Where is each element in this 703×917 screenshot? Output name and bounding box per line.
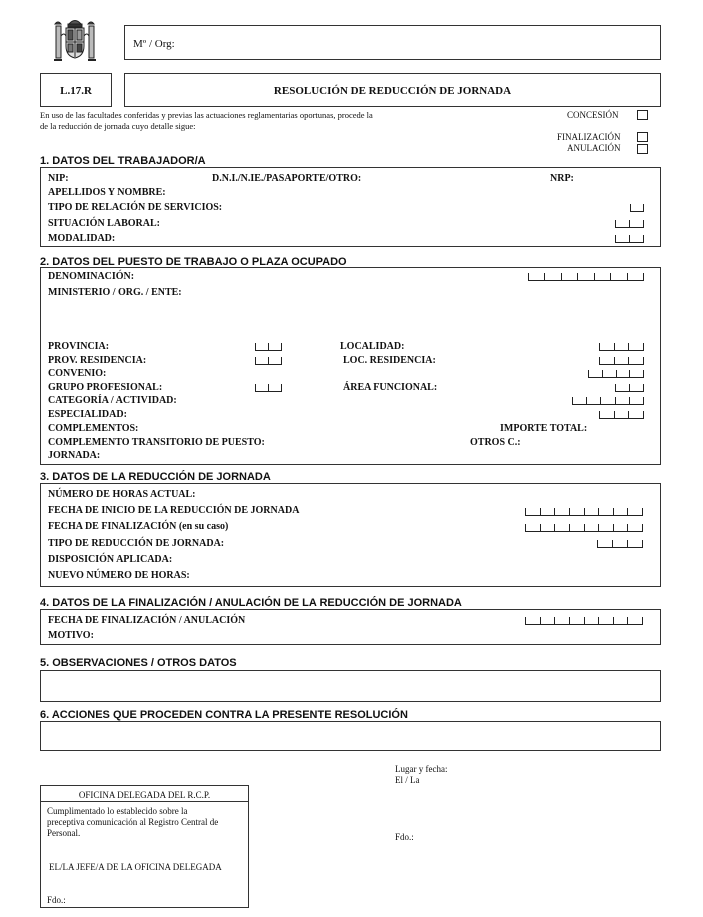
intro-line-2: de la reducción de jornada cuyo detalle sigue: [40, 121, 196, 131]
intro-line-1: En uso de las facultades conferidas y previas las actuaciones reglamentarias oportunas, procede la [40, 110, 373, 120]
form-title: RESOLUCIÓN DE REDUCCIÓN DE JORNADA [273, 85, 512, 97]
area-label: ÁREA FUNCIONAL: [343, 382, 438, 393]
tipo-reduccion-cells[interactable] [597, 540, 643, 548]
prov-residencia-cells[interactable] [255, 357, 282, 365]
el-la-label: El / La [395, 775, 420, 785]
grupo-label: GRUPO PROFESIONAL: [48, 382, 163, 393]
section-4-title: 4. DATOS DE LA FINALIZACIÓN / ANULACIÓN DE LA REDUCCIÓN DE JORNADA [40, 597, 462, 609]
situacion-label: SITUACIÓN LABORAL: [48, 218, 160, 229]
importe-label: IMPORTE TOTAL: [500, 423, 588, 434]
org-box[interactable] [124, 25, 661, 60]
lugar-fecha-label: Lugar y fecha: [395, 764, 448, 774]
convenio-label: CONVENIO: [48, 368, 107, 379]
especialidad-label: ESPECIALIDAD: [48, 409, 127, 420]
situacion-cells[interactable] [615, 220, 644, 228]
loc-residencia-cells[interactable] [599, 357, 644, 365]
denominacion-cells[interactable] [528, 273, 644, 281]
localidad-cells[interactable] [599, 343, 644, 351]
modalidad-cells[interactable] [615, 235, 644, 243]
concesion-label: CONCESIÓN [567, 110, 619, 120]
convenio-cells[interactable] [588, 370, 644, 378]
anulacion-label: ANULACIÓN [567, 143, 621, 153]
form-code: L.17.R [60, 85, 92, 97]
section-5-title: 5. OBSERVACIONES / OTROS DATOS [40, 657, 237, 669]
office-divider [41, 801, 248, 802]
observaciones-box[interactable] [40, 670, 661, 702]
office-jefe: EL/LA JEFE/A DE LA OFICINA DELEGADA [49, 862, 222, 872]
office-fdo: Fdo.: [47, 895, 66, 905]
provincia-cells[interactable] [255, 343, 282, 351]
prov-residencia-label: PROV. RESIDENCIA: [48, 355, 147, 366]
acciones-box[interactable] [40, 721, 661, 751]
finalizacion-label: FINALIZACIÓN [557, 132, 621, 142]
fecha-fin-cells[interactable] [525, 524, 643, 532]
tipo-relacion-label: TIPO DE RELACIÓN DE SERVICIOS: [48, 202, 223, 213]
signature-fdo-label: Fdo.: [395, 832, 414, 842]
complementos-label: COMPLEMENTOS: [48, 423, 139, 434]
horas-actual-label: NÚMERO DE HORAS ACTUAL: [48, 489, 196, 500]
anulacion-checkbox[interactable] [637, 144, 648, 154]
nuevo-horas-label: NUEVO NÚMERO DE HORAS: [48, 570, 190, 581]
section-2-title: 2. DATOS DEL PUESTO DE TRABAJO O PLAZA OCUPADO [40, 256, 347, 268]
apellidos-label: APELLIDOS Y NOMBRE: [48, 187, 166, 198]
categoria-label: CATEGORÍA / ACTIVIDAD: [48, 395, 177, 406]
office-box [40, 785, 249, 908]
provincia-label: PROVINCIA: [48, 341, 110, 352]
tipo-relacion-cells[interactable] [630, 204, 644, 212]
section-1-title: 1. DATOS DEL TRABAJADOR/A [40, 155, 206, 167]
section-6-title: 6. ACCIONES QUE PROCEDEN CONTRA LA PRESENTE RESOLUCIÓN [40, 709, 408, 721]
coat-of-arms-icon [50, 14, 100, 66]
otros-label: OTROS C.: [470, 437, 521, 448]
dni-label: D.N.I./N.IE./PASAPORTE/OTRO: [212, 173, 362, 184]
title-box [124, 73, 661, 107]
modalidad-label: MODALIDAD: [48, 233, 116, 244]
section-3-title: 3. DATOS DE LA REDUCCIÓN DE JORNADA [40, 471, 271, 483]
especialidad-cells[interactable] [599, 411, 644, 419]
office-text-3: Personal. [47, 828, 81, 838]
office-text-2: preceptiva comunicación al Registro Central de [47, 817, 219, 827]
motivo-label: MOTIVO: [48, 630, 94, 641]
fecha-inicio-label: FECHA DE INICIO DE LA REDUCCIÓN DE JORNADA [48, 505, 300, 516]
tipo-reduccion-label: TIPO DE REDUCCIÓN DE JORNADA: [48, 538, 225, 549]
nrp-label: NRP: [550, 173, 574, 184]
loc-residencia-label: LOC. RESIDENCIA: [343, 355, 436, 366]
org-label: Mº / Org: [133, 38, 175, 50]
finalizacion-checkbox[interactable] [637, 132, 648, 142]
categoria-cells[interactable] [572, 397, 644, 405]
disposicion-label: DISPOSICIÓN APLICADA: [48, 554, 173, 565]
fecha-finalizacion-cells[interactable] [525, 617, 643, 625]
area-cells[interactable] [615, 384, 644, 392]
grupo-cells[interactable] [255, 384, 282, 392]
ministerio-label: MINISTERIO / ORG. / ENTE: [48, 287, 182, 298]
transitorio-label: COMPLEMENTO TRANSITORIO DE PUESTO: [48, 437, 265, 448]
denominacion-label: DENOMINACIÓN: [48, 271, 135, 282]
fecha-inicio-cells[interactable] [525, 508, 643, 516]
localidad-label: LOCALIDAD: [340, 341, 405, 352]
concesion-checkbox[interactable] [637, 110, 648, 120]
office-text-1: Cumplimentado lo establecido sobre la [47, 806, 188, 816]
fecha-fin-label: FECHA DE FINALIZACIÓN (en su caso) [48, 521, 229, 532]
fecha-finalizacion-label: FECHA DE FINALIZACIÓN / ANULACIÓN [48, 615, 246, 626]
code-box [40, 73, 112, 107]
office-title: OFICINA DELEGADA DEL R.C.P. [78, 790, 211, 800]
jornada-label: JORNADA: [48, 450, 101, 461]
nip-label: NIP: [48, 173, 69, 184]
